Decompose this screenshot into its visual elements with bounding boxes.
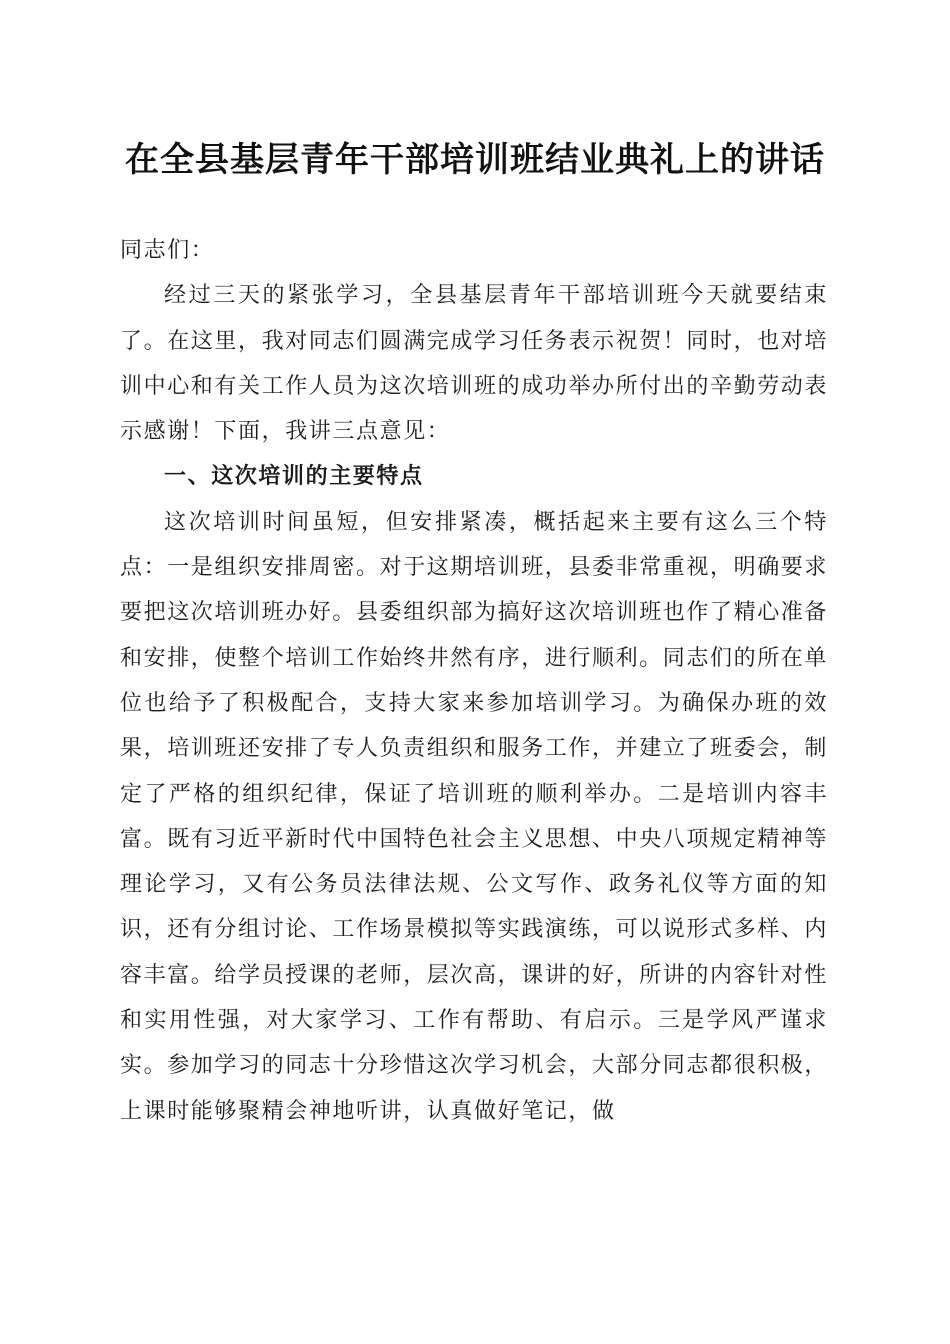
paragraph-intro: 经过三天的紧张学习，全县基层青年干部培训班今天就要结束了。在这里，我对同志们圆满完成学习任务表示祝贺！同时，也对培训中心和有关工作人员为这次培训班的成功举办所付出的辛勤劳动表示感谢！下面，我讲三点意见：	[120, 283, 829, 445]
salutation: 同志们：	[120, 238, 215, 263]
document-title: 在全县基层青年干部培训班结业典礼上的讲话	[125, 140, 825, 180]
section-heading: 一、这次培训的主要特点	[164, 464, 424, 490]
paragraph-features: 这次培训时间虽短，但安排紧凑，概括起来主要有这么三个特点：一是组织安排周密。对于这期培训班，县委非常重视，明确要求要把这次培训班办好。县委组织部为搞好这次培训班也作了精心准备和安排，使整个培训工作始终井然有序，进行顺利。同志们的所在单位也给予了积极配合，支持大家来参加培训学习。为确保办班的效果，培训班还安排了专人负责组织和服务工作，并建立了班委会，制定了严格的组织纪律，保证了培训班的顺利举办。二是培训内容丰富。既有习近平新时代中国特色社会主义思想、中央八项规定精神等理论学习，又有公务员法律法规、公文写作、政务礼仪等方面的知识，还有分组讨论、工作场景模拟等实践演练，可以说形式多样、内容丰富。给学员授课的老师，层次高，课讲的好，所讲的内容针对性和实用性强，对大家学习、工作有帮助、有启示。三是学风严谨求实。参加学习的同志十分珍惜这次学习机会，大部分同志都很积极，上课时能够聚精会神地听讲，认真做好笔记，做	[120, 509, 829, 1124]
document-body	[120, 228, 828, 1134]
